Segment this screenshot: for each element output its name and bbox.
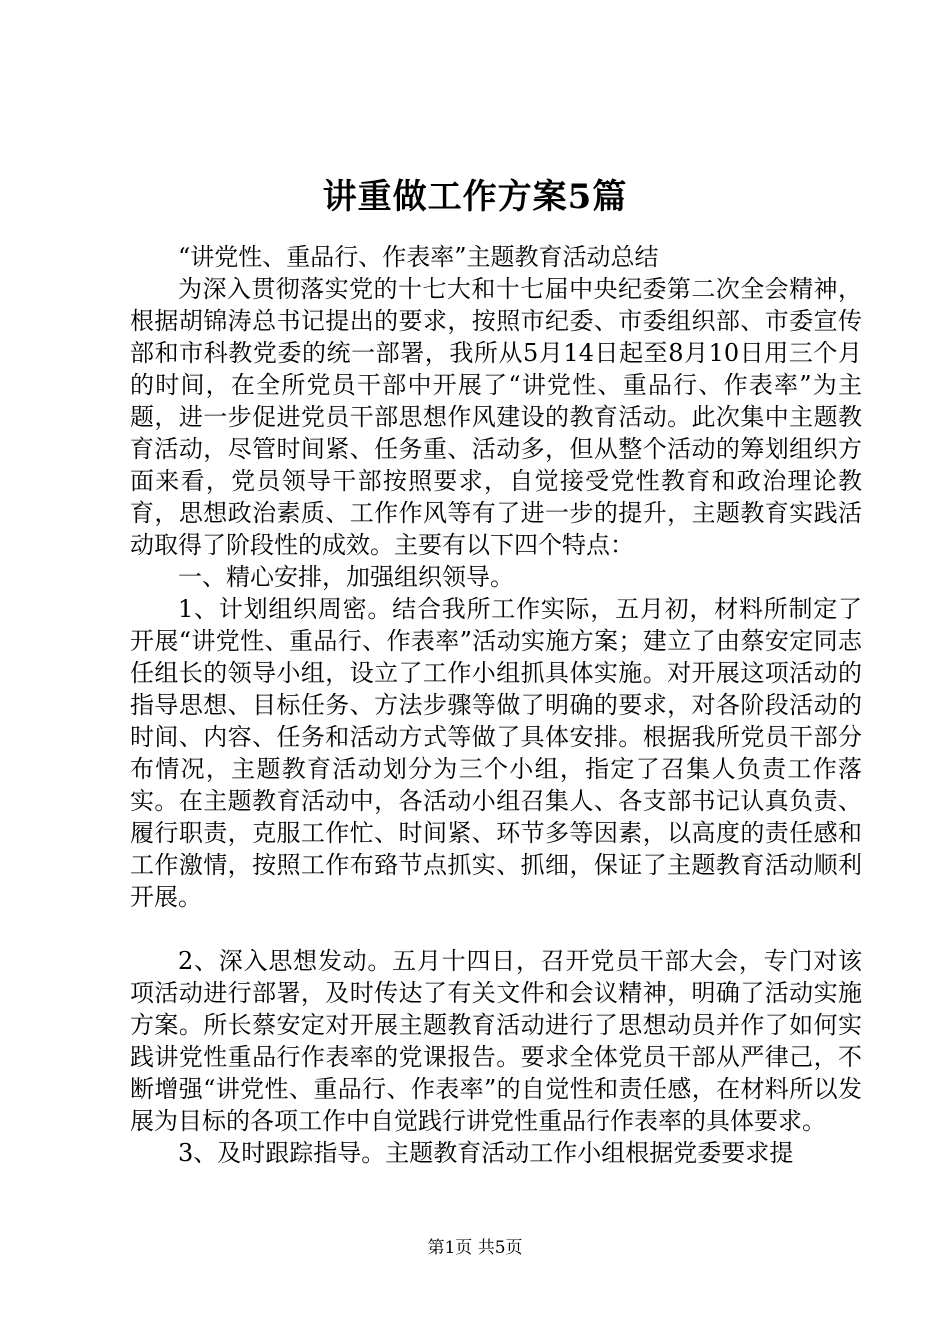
paragraph-intro: 为深入贯彻落实党的十七大和十七届中央纪委第二次全会精神，根据胡锦涛总书记提出的要求，按照市纪委、市委组织部、市委宣传部和市科教党委的统一部署，我所从5月14日起至8月10日用三个月的时间，在全所党员干部中开展了“讲党性、重品行、作表率”为主题，进一步促进党员干部思想作风建设的教育活动。此次集中主题教育活动，尽管时间紧、任务重、活动多，但从整个活动的筹划组织方面来看，党员领导干部按照要求，自觉接受党性教育和政治理论教育，思想政治素质、工作作风等有了进一步的提升，主题教育实践活动取得了阶段性的成效。主要有以下四个特点： xyxy=(130,275,862,559)
paragraph-section-heading: 一、精心安排，加强组织领导。 xyxy=(178,563,514,591)
paragraph-item-2: 2、深入思想发动。五月十四日，召开党员干部大会，专门对该项活动进行部署，及时传达了有关文件和会议精神，明确了活动实施方案。所长蔡安定对开展主题教育活动进行了思想动员并作了如何实践讲党性重品行作表率的党课报告。要求全体党员干部从严律己，不断增强“讲党性、重品行、作表率”的自觉性和责任感，在材料所以发展为目标的各项工作中自觉践行讲党性重品行作表率的具体要求。 xyxy=(130,947,862,1135)
page-footer: 第1页 共5页 xyxy=(427,1238,523,1258)
document-body xyxy=(130,241,862,1169)
paragraph-item-1: 1、计划组织周密。结合我所工作实际，五月初，材料所制定了开展“讲党性、重品行、作表率”活动实施方案；建立了由蔡安定同志任组长的领导小组，设立了工作小组抓具体实施。对开展这项活动的指导思想、目标任务、方法步骤等做了明确的要求，对各阶段活动的时间、内容、任务和活动方式等做了具体安排。根据我所党员干部分布情况，主题教育活动划分为三个小组，指定了召集人负责工作落实。在主题教育活动中，各活动小组召集人、各支部书记认真负责、履行职责，克服工作忙、时间紧、环节多等因素，以高度的责任感和工作激情，按照工作布臵节点抓实、抓细，保证了主题教育活动顺利开展。 xyxy=(130,595,862,911)
paragraph-subtitle: “讲党性、重品行、作表率”主题教育活动总结 xyxy=(178,243,659,271)
paragraph-item-3: 3、及时跟踪指导。主题教育活动工作小组根据党委要求提 xyxy=(178,1139,794,1167)
document-title: 讲重做工作方案5篇 xyxy=(322,177,628,217)
